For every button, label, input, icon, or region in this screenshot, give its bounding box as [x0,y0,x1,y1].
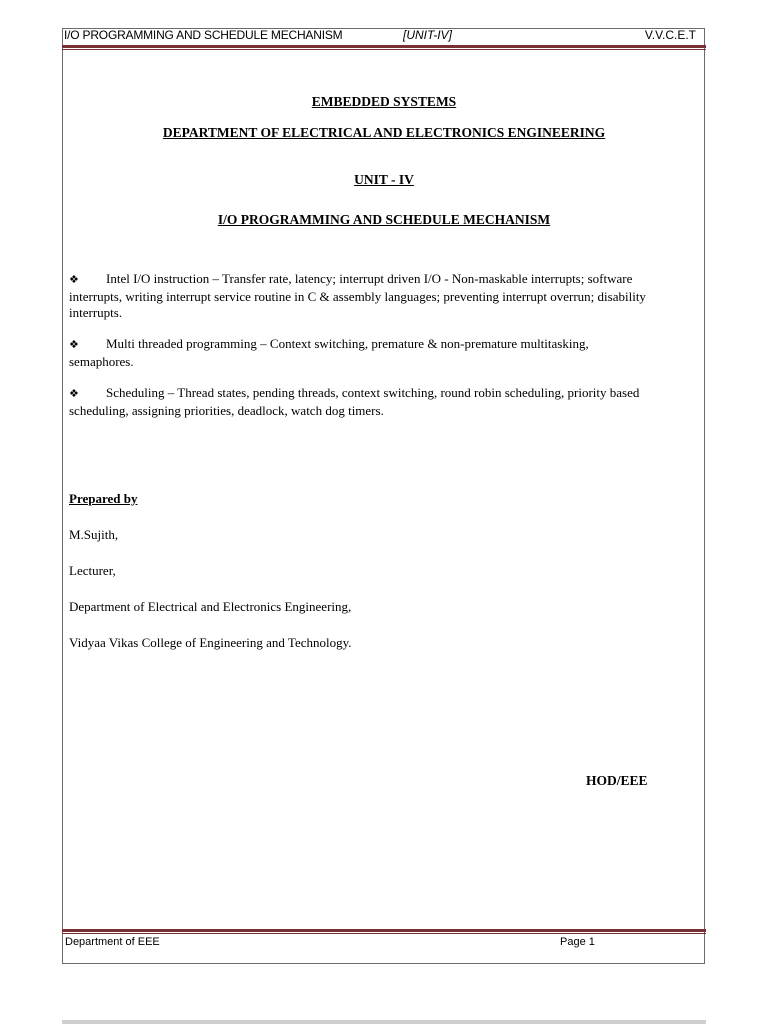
bullet-line: semaphores. [69,353,134,369]
syllabus-bullet [69,336,701,370]
institution-name: Vidyaa Vikas College of Engineering and Technology. [69,635,352,650]
prepared-by-label: Prepared by [69,491,138,506]
diamond-bullet-icon: ❖ [69,387,79,400]
syllabus-bullet [69,271,701,322]
diamond-bullet-icon: ❖ [69,273,79,286]
page-footer [62,933,706,951]
footer-department: Department of EEE [65,936,160,948]
bullet-line: Multi threaded programming – Context switching, premature & non-premature multitasking, [106,336,589,351]
topic-title: I/O PROGRAMMING AND SCHEDULE MECHANISM [217,212,551,227]
bullet-line: scheduling, assigning priorities, deadlock, watch dog timers. [69,402,384,418]
bullet-line: interrupts, writing interrupt service routine in C & assembly languages; preventing interrupt overrun; disability [69,288,646,304]
unit-title: UNIT - IV [354,172,414,187]
header-college: V.V.C.E.T [644,28,696,42]
header-title: I/O PROGRAMMING AND SCHEDULE MECHANISM [64,28,343,42]
page-frame [62,28,705,964]
header-rule [62,45,706,48]
hod-signature: HOD/EEE [586,773,648,788]
footer-rule [62,929,706,932]
author-designation: Lecturer, [69,563,116,578]
bullet-line: Intel I/O instruction – Transfer rate, latency; interrupt driven I/O - Non-maskable interrupts; software [106,271,633,286]
header-unit: [UNIT-IV] [403,28,452,42]
department-title: DEPARTMENT OF ELECTRICAL AND ELECTRONICS ENGINEERING [162,125,606,140]
page-number: Page 1 [560,936,595,948]
page-header [62,26,706,44]
author-name: M.Sujith, [69,527,119,542]
bullet-line: Scheduling – Thread states, pending threads, context switching, round robin scheduling, priority based [106,385,640,400]
author-department: Department of Electrical and Electronics Engineering, [69,599,352,614]
next-page-edge [62,1020,706,1024]
header-rule-thin [62,49,706,50]
diamond-bullet-icon: ❖ [69,338,79,351]
subject-title: EMBEDDED SYSTEMS [311,94,457,109]
bullet-line: interrupts. [69,305,123,320]
syllabus-bullet [69,385,701,419]
